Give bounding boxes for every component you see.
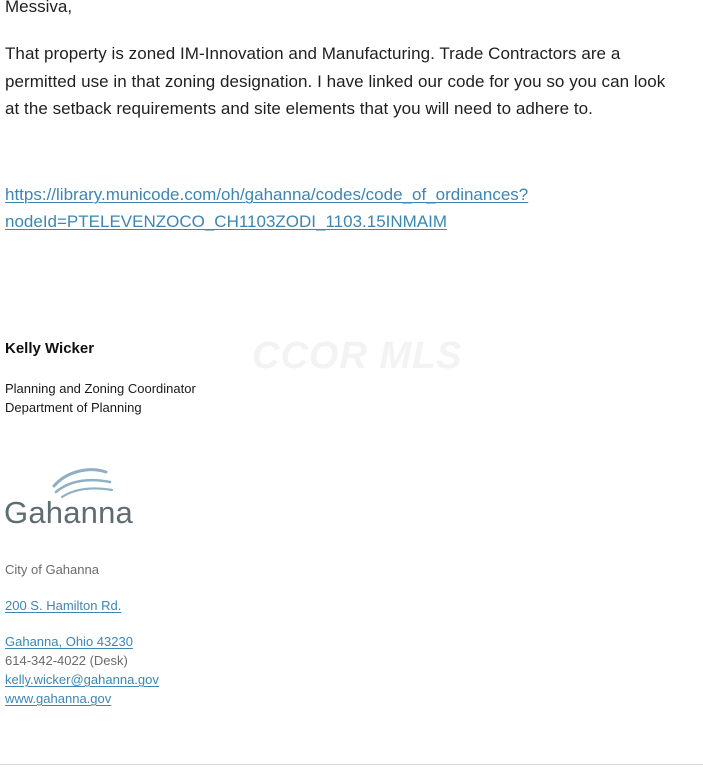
body-line: permitted use in that zoning designation. I have linked our code for you so you can look [5,71,666,91]
phone-line [5,651,159,670]
body-line: at the setback requirements and site elements that you will need to adhere to. [5,99,593,118]
code-link[interactable] [5,181,528,235]
signature-name: Kelly Wicker [5,340,95,357]
signature-title-block [5,379,196,417]
address-link[interactable]: 200 S. Hamilton Rd. [5,598,122,613]
watermark: CCOR MLS [252,335,463,377]
signature-department: Department of Planning [5,400,142,415]
city-state-link[interactable]: Gahanna, Ohio 43230 [5,634,133,649]
email-link[interactable]: kelly.wicker@gahanna.gov [5,672,159,687]
divider [0,764,703,765]
signature-title: Planning and Zoning Coordinator [5,381,196,396]
body-line: That property is zoned IM-Innovation and Manufacturing. Trade Contractors are a [5,44,621,63]
logo-text: Gahanna [4,495,133,530]
code-link-line[interactable]: nodeId=PTELEVENZOCO_CH1103ZODI_1103.15INMAIM [5,212,448,231]
email-body [5,40,665,123]
org-name: City of Gahanna [5,562,99,577]
phone-note: (Desk) [85,653,128,668]
code-link-line[interactable]: https://library.municode.com/oh/gahanna/codes/code_of_ordinances? [5,185,529,204]
greeting: Messiva, [5,0,73,16]
website-link[interactable]: www.gahanna.gov [5,691,112,706]
contact-block [5,632,159,708]
phone-number: 614-342-4022 [5,653,86,668]
